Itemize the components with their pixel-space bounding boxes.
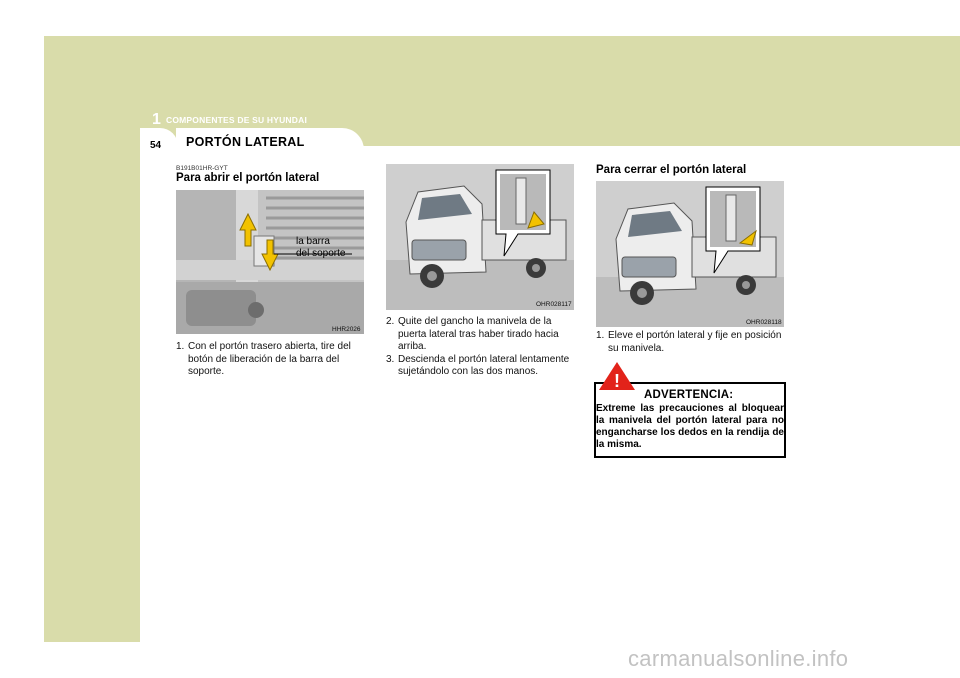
step-item <box>386 316 574 354</box>
chapter-title: COMPONENTES DE SU HYUNDAI <box>166 115 308 125</box>
step-number: 3. <box>386 353 395 365</box>
image-code-middle: OHR028117 <box>536 301 572 308</box>
support-bar-illustration <box>176 190 364 334</box>
callout-support-bar <box>296 236 345 260</box>
steps-open-continued <box>386 316 574 379</box>
heading-close-gate: Para cerrar el portón lateral <box>596 164 747 176</box>
callout-line-1: la barra <box>296 236 330 247</box>
truck-illustration <box>386 164 574 310</box>
step-text: Descienda el portón lateral lentamente sujetándolo con las dos manos. <box>398 353 570 377</box>
steps-close <box>596 330 784 355</box>
chapter-number: 1 <box>152 111 161 128</box>
photo-truck-close <box>596 181 784 327</box>
section-code: B191B01HR-GYT <box>176 165 228 172</box>
page-number: 54 <box>150 140 162 151</box>
step-number: 1. <box>596 330 605 341</box>
callout-line-2: del soporte <box>296 248 346 259</box>
warning-symbol: ! <box>614 371 620 391</box>
image-code-right: OHR028118 <box>746 319 782 326</box>
truck-close-illustration <box>596 181 784 327</box>
step-item <box>176 341 364 379</box>
watermark: carmanualsonline.info <box>628 646 849 671</box>
warning-title: ADVERTENCIA: <box>644 389 734 401</box>
section-title: PORTÓN LATERAL <box>186 135 305 149</box>
warning-triangle-icon <box>598 361 636 391</box>
photo-truck-unhook <box>386 164 574 310</box>
step-item <box>386 354 574 379</box>
photo-support-bar <box>176 190 364 334</box>
step-number: 2. <box>386 316 395 327</box>
step-text: Quite del gancho la manivela de la puerta lateral tras haber tirado hacia arriba. <box>398 316 559 352</box>
step-text: Eleve el portón lateral y fije en posición su manivela. <box>608 330 782 354</box>
steps-open <box>176 341 364 379</box>
step-item <box>596 330 784 355</box>
heading-open-gate: Para abrir el portón lateral <box>176 172 320 184</box>
warning-text: Extreme las precauciones al bloquear la manivela del portón lateral para no engancharse los dedos en la rendija de la misma. <box>596 403 784 450</box>
step-text: Con el portón trasero abierta, tire del botón de liberación de la barra del soporte. <box>188 341 351 377</box>
image-code-left: HHR2026 <box>332 326 361 333</box>
step-number: 1. <box>176 341 185 352</box>
